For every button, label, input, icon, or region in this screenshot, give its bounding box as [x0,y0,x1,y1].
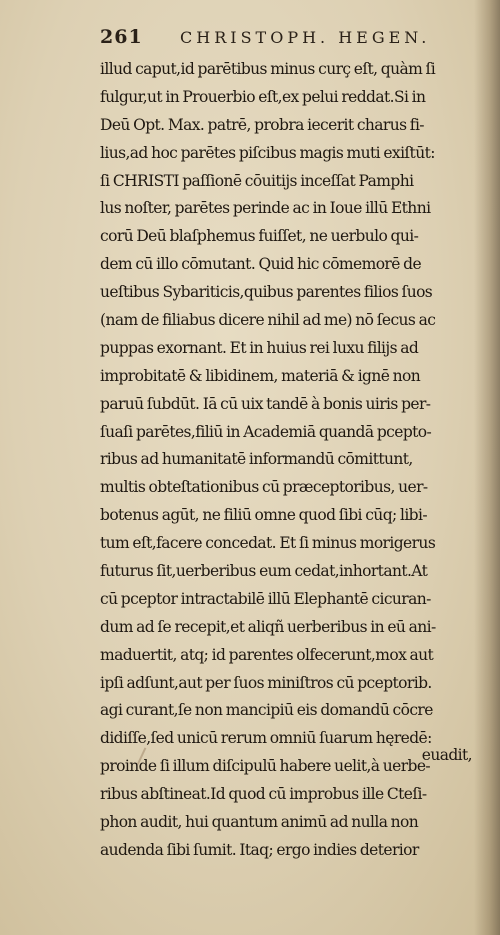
text-line: lius,ad hoc parētes piſcibus magis muti exiſtūt: [100,143,435,162]
text-line: phon audit, hui quantum animū ad nulla non [100,813,419,832]
text-line: ribus ad humanitatē informandū cōmittunt, [100,450,413,469]
body-text [100,56,480,865]
text-line: maduertit, atq; id parentes olfecerunt,mox aut [100,645,434,664]
text-line: illud caput,id parētibus minus curç eſt, quàm ſi [100,60,436,78]
text-line: ipſi adſunt,aut per ſuos miniſtros cū pceptorib. [100,673,432,692]
text-line: ſuaſi parētes,filiū in Academiā quandā pceptο- [100,422,432,441]
running-head: CHRISTOPH. HEGEN. [180,28,431,47]
folio-number: 261 [100,26,143,48]
text-line: paruū ſubdūt. Iā cū uix tandē à bonis uiris per- [100,394,431,413]
text-line: dem cū illo cōmutant. Quid hic cōmemorē de [100,255,422,274]
text-line: botenus agūt, ne filiū omne quod ſibi cūq; libi- [100,506,427,525]
text-line: (nam de filiabus dicere nihil ad me) nō ſecus ac [100,311,436,330]
text-line: Deū Opt. Max. patrē, probra iecerit charus fi- [100,115,424,134]
text-line: proinde ſi illum diſcipulū habere uelit,à uerbe- [100,757,431,776]
text-line: lus noſter, parētes perinde ac in Ioue illū Ethni [100,199,431,218]
text-line: agi curant,ſe non mancipiū eis domandū cōcre [100,701,433,720]
text-line: ribus abſtineat.Id quod cū improbus ille Cteſi- [100,785,427,804]
text-line: corū Deū blaſphemus fuiſſet, ne uerbulo qui- [100,227,419,246]
catchword: euadit, [421,746,472,764]
text-line: tum eſt,facere concedat. Et ſi minus morigerus [100,534,436,553]
text-line: dum ad ſe recepit,et aliqñ uerberibus in eū ani- [100,617,436,636]
text-line: ueſtibus Sybariticis,quibus parentes filios ſuos [100,283,433,302]
text-line: fulgur,ut in Prouerbio eſt,ex pelui reddat.Si in [100,87,426,106]
text-line: puppas exornant. Et in huius rei luxu filijs ad [100,338,419,357]
text-line: ſi CHRISTI paſſionē cōuitijs inceſſat Pamphi [100,171,414,190]
text-line: didiſſe,ſed unicū rerum omniū ſuarum hęredē: [100,729,432,748]
text-line: cū pceptor intractabilē illū Elephantē cicuran- [100,589,431,608]
text-line: audenda ſibi ſumit. Itaq; ergo indies deterior [100,840,419,859]
text-line: multis obteſtationibus cū præceptoribus, uer- [100,478,428,497]
text-line: futurus ſit,uerberibus eum cedat,inhortant.At [100,562,428,581]
text-line: improbitatē & libidinem, materiā & ignē non [100,366,421,385]
page-header [100,26,480,50]
